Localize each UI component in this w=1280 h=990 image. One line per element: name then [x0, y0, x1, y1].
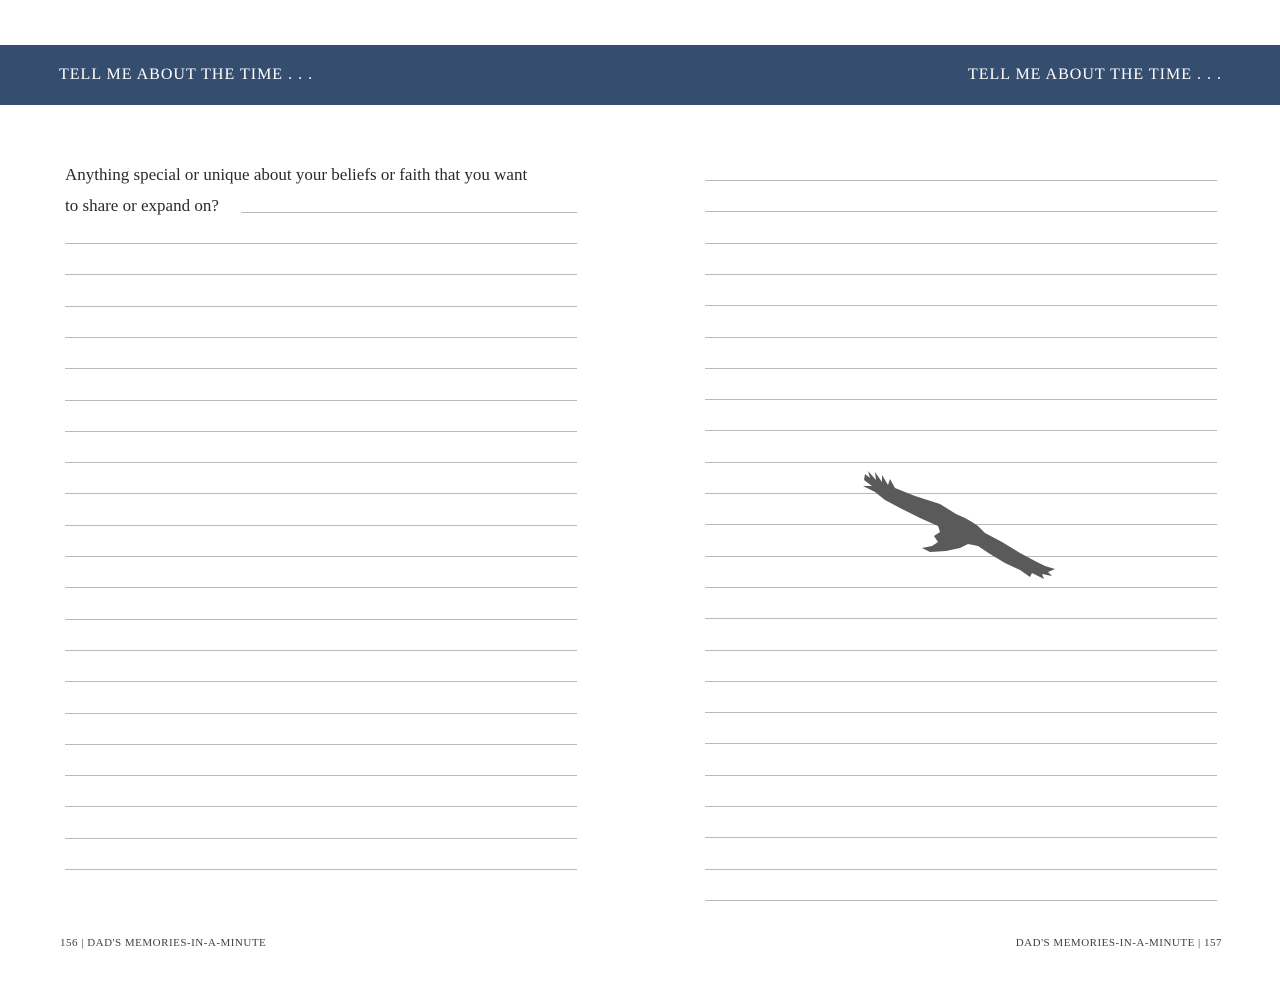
writing-line: [705, 618, 1217, 619]
writing-line: [705, 775, 1217, 776]
writing-line: [65, 400, 577, 401]
writing-line: [65, 274, 577, 275]
writing-line: [65, 869, 577, 870]
writing-line: [705, 305, 1217, 306]
writing-line: [65, 775, 577, 776]
left-page-footer: 156 | DAD'S MEMORIES-IN-A-MINUTE: [60, 937, 267, 949]
writing-line: [705, 337, 1217, 338]
writing-line: [65, 681, 577, 682]
writing-line: [705, 681, 1217, 682]
eagle-silhouette-icon: [860, 466, 1060, 581]
writing-line: [705, 650, 1217, 651]
answer-line: [241, 212, 577, 213]
writing-line: [65, 556, 577, 557]
writing-line: [65, 368, 577, 369]
writing-line: [65, 806, 577, 807]
writing-line: [705, 462, 1217, 463]
writing-line: [705, 743, 1217, 744]
writing-line: [705, 399, 1217, 400]
writing-line: [705, 712, 1217, 713]
writing-line: [65, 619, 577, 620]
writing-line: [65, 462, 577, 463]
writing-line: [65, 337, 577, 338]
writing-line: [65, 713, 577, 714]
writing-line: [65, 744, 577, 745]
writing-line: [65, 243, 577, 244]
right-page-header-title: TELL ME ABOUT THE TIME . . .: [967, 66, 1222, 83]
question-line-2: to share or expand on?: [65, 196, 219, 215]
writing-line: [705, 368, 1217, 369]
writing-line: [705, 837, 1217, 838]
writing-line: [65, 838, 577, 839]
writing-line: [65, 587, 577, 588]
writing-line: [705, 869, 1217, 870]
writing-line: [705, 587, 1217, 588]
left-page-header-title: TELL ME ABOUT THE TIME . . .: [59, 66, 314, 83]
writing-line: [705, 180, 1217, 181]
writing-line: [705, 243, 1217, 244]
writing-line: [705, 430, 1217, 431]
writing-line: [705, 274, 1217, 275]
right-page-footer: DAD'S MEMORIES-IN-A-MINUTE | 157: [1015, 937, 1222, 949]
writing-line: [65, 493, 577, 494]
writing-line: [705, 211, 1217, 212]
writing-line: [65, 306, 577, 307]
writing-line: [65, 525, 577, 526]
writing-line: [705, 806, 1217, 807]
question-line-1: Anything special or unique about your beliefs or faith that you want: [65, 165, 528, 184]
writing-line: [65, 650, 577, 651]
writing-line: [65, 431, 577, 432]
writing-line: [705, 900, 1217, 901]
